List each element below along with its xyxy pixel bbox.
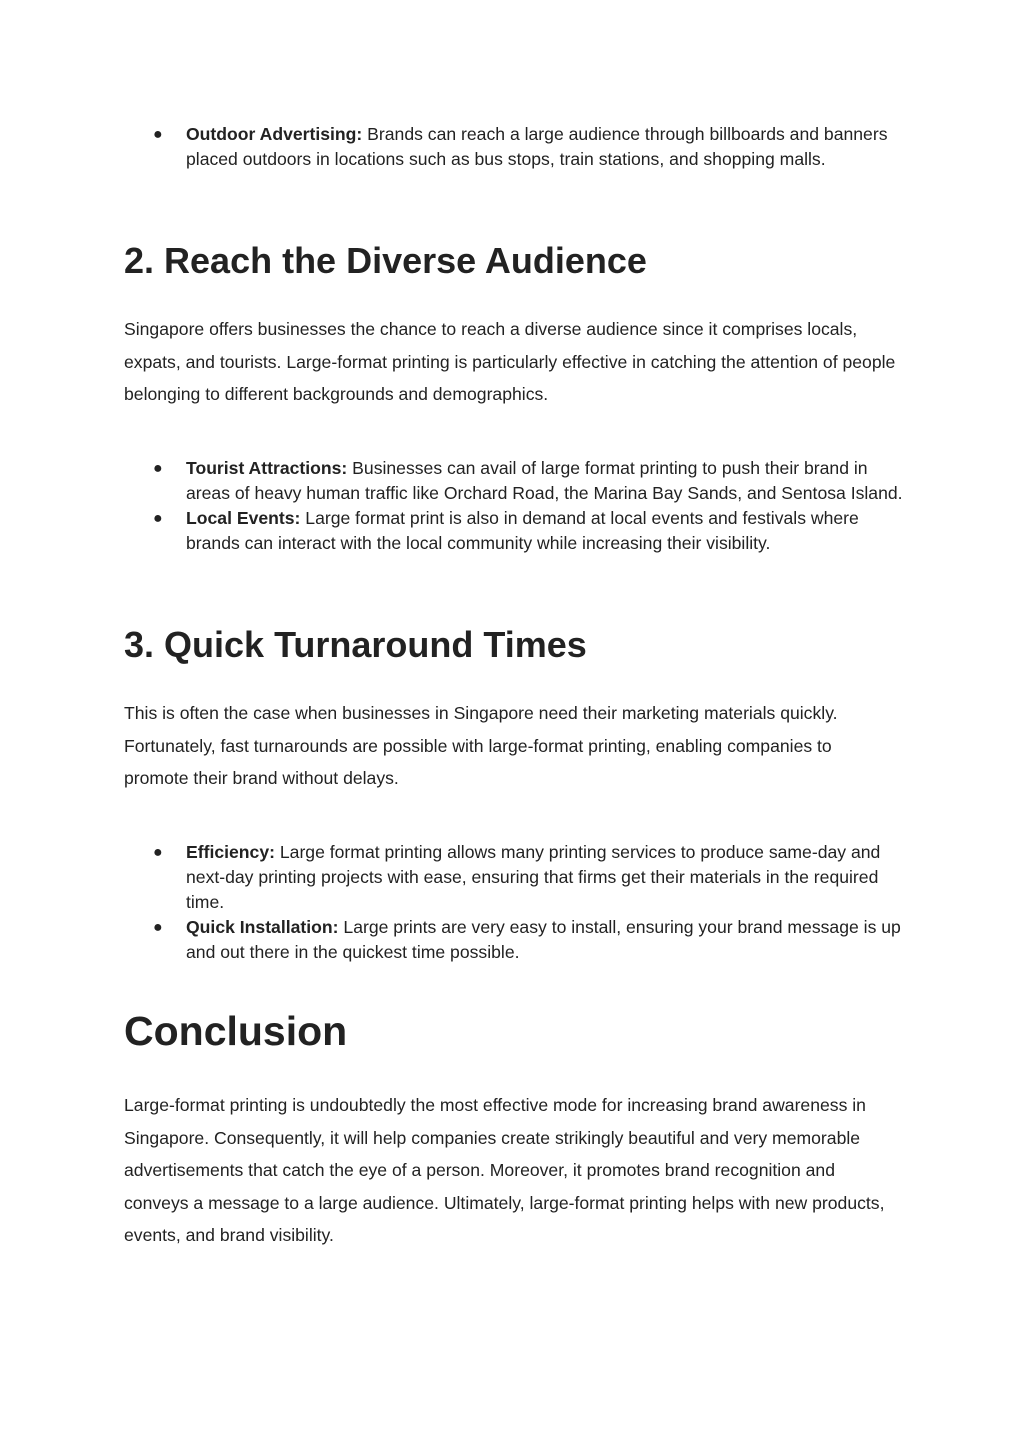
list-item [155, 456, 905, 506]
bullet-text: Large prints are very easy to install, ensuring your brand message is up and out there in the quickest time possible. [186, 917, 901, 962]
bullet-term: Quick Installation: [186, 917, 339, 937]
bullet-text: Brands can reach a large audience through billboards and banners placed outdoors in locations such as bus stops, train stations, and shopping malls. [186, 124, 888, 169]
section-paragraph-reach: Singapore offers businesses the chance to reach a diverse audience since it comprises locals, expats, and tourists. Large-format printing is particularly effective in catching the attention of people belonging to different backgrounds and demographics. [124, 319, 896, 405]
conclusion-paragraph: Large-format printing is undoubtedly the most effective mode for increasing brand awareness in Singapore. Consequently, it will help companies create strikingly beautiful and very memorable advertisements that catch the eye of a person. Moreover, it promotes brand recognition and conveys a message to a large audience. Ultimately, large-format printing helps with new products, events, and brand visibility. [124, 1095, 885, 1246]
list-item [155, 506, 905, 556]
bullet-term: Efficiency: [186, 842, 275, 862]
bullet-text: Large format print is also in demand at local events and festivals where brands can interact with the local community while increasing their visibility. [186, 508, 859, 553]
section-heading-reach: 2. Reach the Diverse Audience [124, 240, 647, 281]
bullet-icon: ● [153, 844, 163, 861]
bullet-term: Outdoor Advertising: [186, 124, 363, 144]
list-item [155, 122, 895, 172]
section-heading-turnaround: 3. Quick Turnaround Times [124, 624, 587, 665]
bullet-icon: ● [153, 460, 163, 477]
section-paragraph-turnaround: This is often the case when businesses in Singapore need their marketing materials quickly. Fortunately, fast turnarounds are possible with large-format printing, enabling companies to promote their brand without delays. [124, 703, 838, 789]
bullet-text: Businesses can avail of large format printing to push their brand in areas of heavy human traffic like Orchard Road, the Marina Bay Sands, and Sentosa Island. [186, 458, 903, 503]
reach-bullet-list [155, 456, 905, 556]
bullet-icon: ● [153, 126, 163, 143]
conclusion-heading: Conclusion [124, 1008, 348, 1054]
outdoor-bullet-list [155, 122, 895, 172]
list-item [155, 915, 905, 965]
bullet-text: Large format printing allows many printing services to produce same-day and next-day printing projects with ease, ensuring that firms get their materials in the required time. [186, 842, 881, 912]
bullet-term: Local Events: [186, 508, 301, 528]
bullet-icon: ● [153, 510, 163, 527]
turnaround-bullet-list [155, 840, 905, 965]
list-item [155, 840, 905, 915]
bullet-icon: ● [153, 919, 163, 936]
bullet-term: Tourist Attractions: [186, 458, 348, 478]
